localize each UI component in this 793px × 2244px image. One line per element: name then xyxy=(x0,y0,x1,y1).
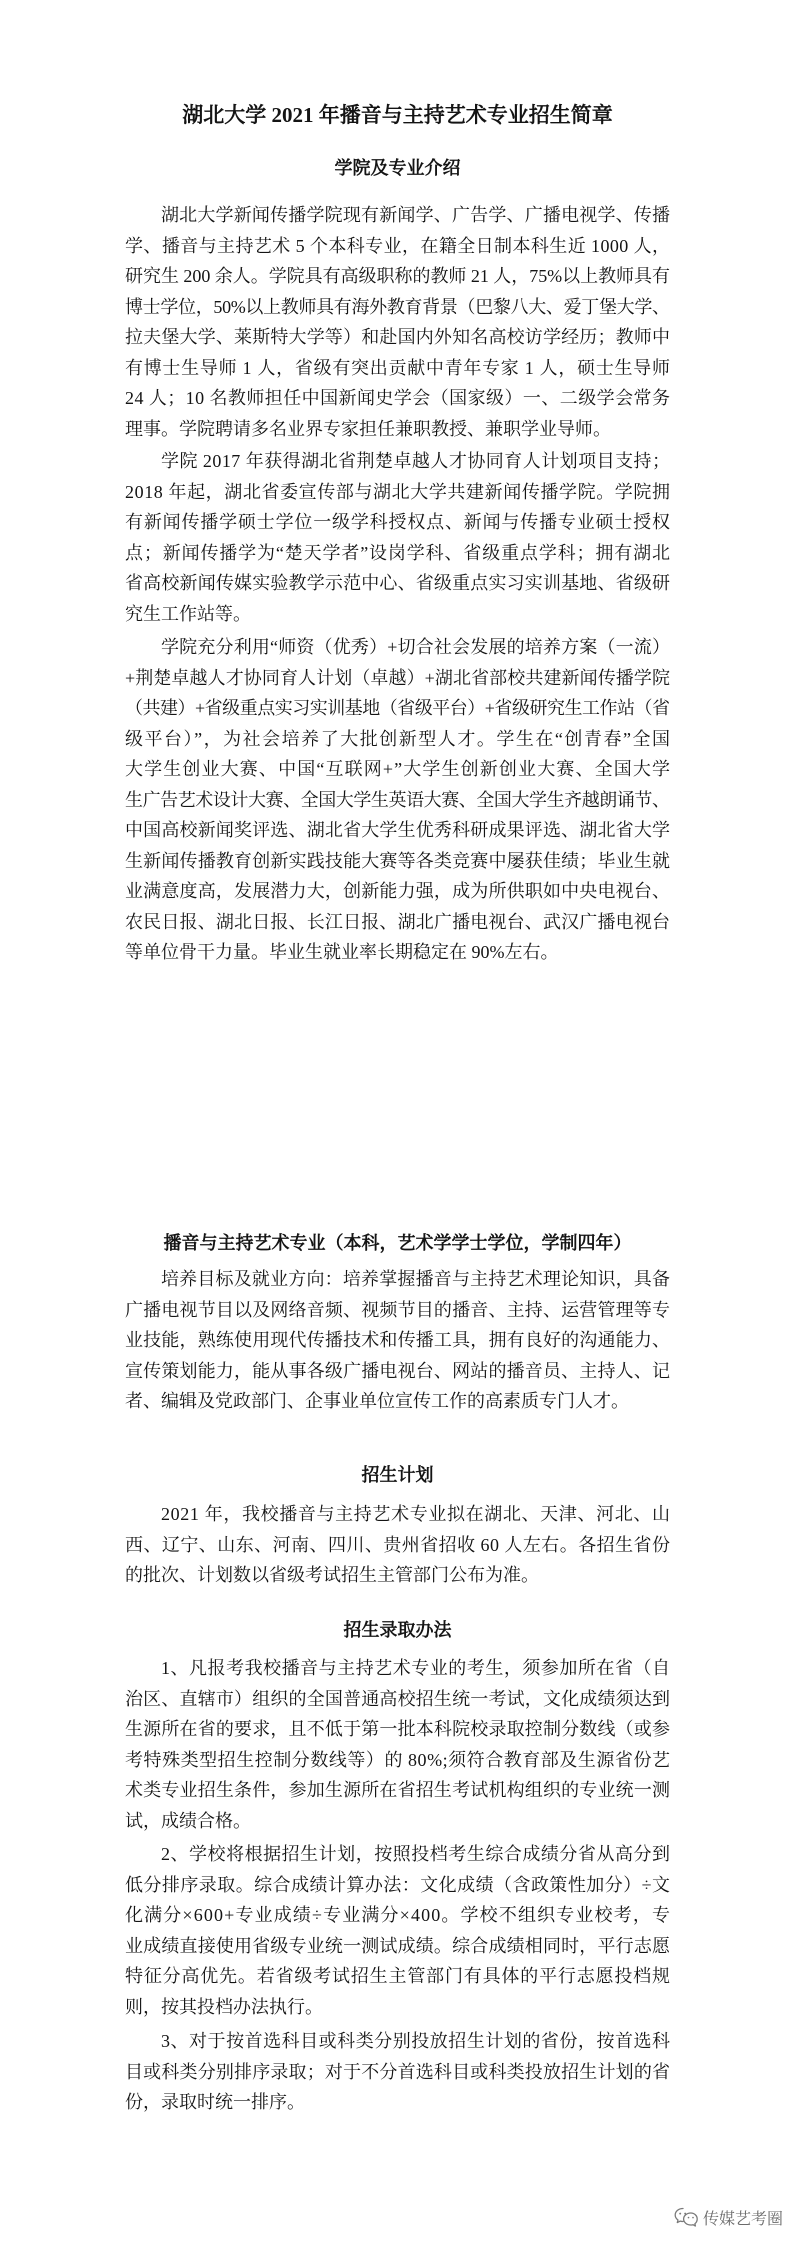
text-line: 省高校新闻传媒实验教学示范中心、省级重点实习实训基地、省级研 xyxy=(125,573,671,593)
watermark-text: 传媒艺考圈 xyxy=(702,2208,783,2228)
paragraph xyxy=(125,1839,670,2022)
text-line: 特征分高优先。若省级考试招生主管部门有具体的平行志愿投档规 xyxy=(125,1966,671,1986)
text-line: 24 人；10 名教师担任中国新闻史学会（国家级）一、二级学会常务 xyxy=(125,388,671,408)
section-heading-plan: 招生计划 xyxy=(361,1465,434,1485)
document-title: 湖北大学 2021 年播音与主持艺术专业招生简章 xyxy=(182,103,613,127)
text-line: 生广告艺术设计大赛、全国大学生英语大赛、全国大学生齐越朗诵节、 xyxy=(125,789,670,810)
wechat-icon xyxy=(674,2207,698,2228)
text-line: 理事。学院聘请多名业界专家担任兼职教授、兼职学业导师。 xyxy=(125,418,611,439)
text-line: 研究生 200 余人。学院具有高级职称的教师 21 人，75%以上教师具有 xyxy=(125,266,670,286)
text-line: 化满分×600+专业成绩÷专业满分×400。学校不组织专业校考，专 xyxy=(125,1905,672,1925)
paragraph xyxy=(125,446,670,629)
text-line: 业技能，熟练使用现代传播技术和传播工具，拥有良好的沟通能力、 xyxy=(125,1330,671,1350)
text-line: 业满意度高，发展潜力大，创新能力强，成为所供职如中央电视台、 xyxy=(125,881,671,901)
text-line: 培养目标及就业方向：培养掌握播音与主持艺术理论知识，具备 xyxy=(161,1269,671,1289)
text-line: 者、编辑及党政部门、企事业单位宣传工作的高素质专门人才。 xyxy=(125,1391,629,1411)
watermark xyxy=(674,2203,783,2231)
section-heading-major: 播音与主持艺术专业（本科，艺术学学士学位，学制四年） xyxy=(163,1233,632,1253)
text-line: 份，录取时统一排序。 xyxy=(125,2092,305,2112)
text-line: 湖北大学新闻传播学院现有新闻学、广告学、广播电视学、传播 xyxy=(161,205,671,225)
text-line: 大学生创业大赛、中国“互联网+”大学生创新创业大赛、全国大学 xyxy=(125,759,672,779)
paragraph xyxy=(125,1499,670,1591)
text-line: 西、辽宁、山东、河南、四川、贵州省招收 60 人左右。各招生省份 xyxy=(125,1534,671,1555)
text-line: 2021 年，我校播音与主持艺术专业拟在湖北、天津、河北、山 xyxy=(161,1504,671,1524)
text-line: 试，成绩合格。 xyxy=(125,1810,251,1831)
text-line: 博士学位，50%以上教师具有海外教育背景（巴黎八大、爱丁堡大学、 xyxy=(125,296,670,317)
text-line: 的批次、计划数以省级考试招生主管部门公布为准。 xyxy=(125,1565,539,1585)
paragraph xyxy=(125,200,670,444)
text-line: 中国高校新闻奖评选、湖北省大学生优秀科研成果评选、湖北省大学 xyxy=(125,820,671,840)
text-line: 1、凡报考我校播音与主持艺术专业的考生，须参加所在省（自 xyxy=(161,1658,671,1678)
text-line: 生源所在省的要求，且不低于第一批本科院校录取控制分数线（或参 xyxy=(125,1719,671,1739)
text-line: 学院 2017 年获得湖北省荆楚卓越人才协同育人计划项目支持； xyxy=(161,451,671,471)
text-line: 考特殊类型招生控制分数线等）的 80%;须符合教育部及生源省份艺 xyxy=(125,1749,671,1770)
text-line: 有新闻传播学硕士学位一级学科授权点、新闻与传播专业硕士授权 xyxy=(125,512,671,532)
section-heading-intro: 学院及专业介绍 xyxy=(334,158,461,178)
text-line: 3、对于按首选科目或科类分别投放招生计划的省份，按首选科 xyxy=(161,2031,671,2051)
text-line: 级平台）”，为社会培养了大批创新型人才。学生在“创青春”全国 xyxy=(125,728,672,749)
text-line: 治区、直辖市）组织的全国普通高校招生统一考试，文化成绩须达到 xyxy=(125,1688,671,1709)
text-line: 广播电视节目以及网络音频、视频节目的播音、主持、运营管理等专 xyxy=(125,1299,671,1320)
text-line: 学、播音与主持艺术 5 个本科专业，在籍全日制本科生近 1000 人， xyxy=(125,235,671,256)
text-line: 生新闻传播教育创新实践技能大赛等各类竞赛中屡获佳绩；毕业生就 xyxy=(125,850,671,871)
text-line: 农民日报、湖北日报、长江日报、湖北广播电视台、武汉广播电视台 xyxy=(125,911,671,932)
text-line: 有博士生导师 1 人，省级有突出贡献中青年专家 1 人，硕士生导师 xyxy=(125,357,671,378)
text-line: 目或科类分别排序录取；对于不分首选科目或科类投放招生计划的省 xyxy=(125,2061,671,2082)
text-line: 点；新闻传播学为“楚天学者”设岗学科、省级重点学科；拥有湖北 xyxy=(125,542,671,563)
text-line: 拉夫堡大学、莱斯特大学等）和赴国内外知名高校访学经历；教师中 xyxy=(125,327,671,347)
text-line: （共建）+省级重点实习实训基地（省级平台）+省级研究生工作站（省 xyxy=(125,698,670,718)
text-line: 低分排序录取。综合成绩计算办法：文化成绩（含政策性加分）÷文 xyxy=(125,1874,671,1895)
text-line: 宣传策划能力，能从事各级广播电视台、网站的播音员、主持人、记 xyxy=(125,1360,671,1381)
section-heading-admission: 招生录取办法 xyxy=(343,1620,452,1640)
text-line: 学院充分利用“师资（优秀）+切合社会发展的培养方案（一流） xyxy=(161,637,671,657)
text-line: 术类专业招生条件，参加生源所在省招生考试机构组织的专业统一测 xyxy=(125,1780,671,1800)
text-line: 究生工作站等。 xyxy=(125,603,251,624)
paragraph xyxy=(125,1653,670,1836)
paragraph xyxy=(125,1264,670,1417)
paragraph xyxy=(125,632,670,968)
text-line: 2018 年起，湖北省委宣传部与湖北大学共建新闻传播学院。学院拥 xyxy=(125,481,671,502)
paragraph xyxy=(125,2026,670,2118)
text-line: 则，按其投档办法执行。 xyxy=(125,1996,323,2017)
text-line: 业成绩直接使用省级专业统一测试成绩。综合成绩相同时，平行志愿 xyxy=(125,1935,671,1956)
text-line: 2、学校将根据招生计划，按照投档考生综合成绩分省从高分到 xyxy=(161,1844,671,1864)
text-line: +荆楚卓越人才协同育人计划（卓越）+湖北省部校共建新闻传播学院 xyxy=(125,667,671,688)
text-line: 等单位骨干力量。毕业生就业率长期稳定在 90%左右。 xyxy=(125,942,559,962)
